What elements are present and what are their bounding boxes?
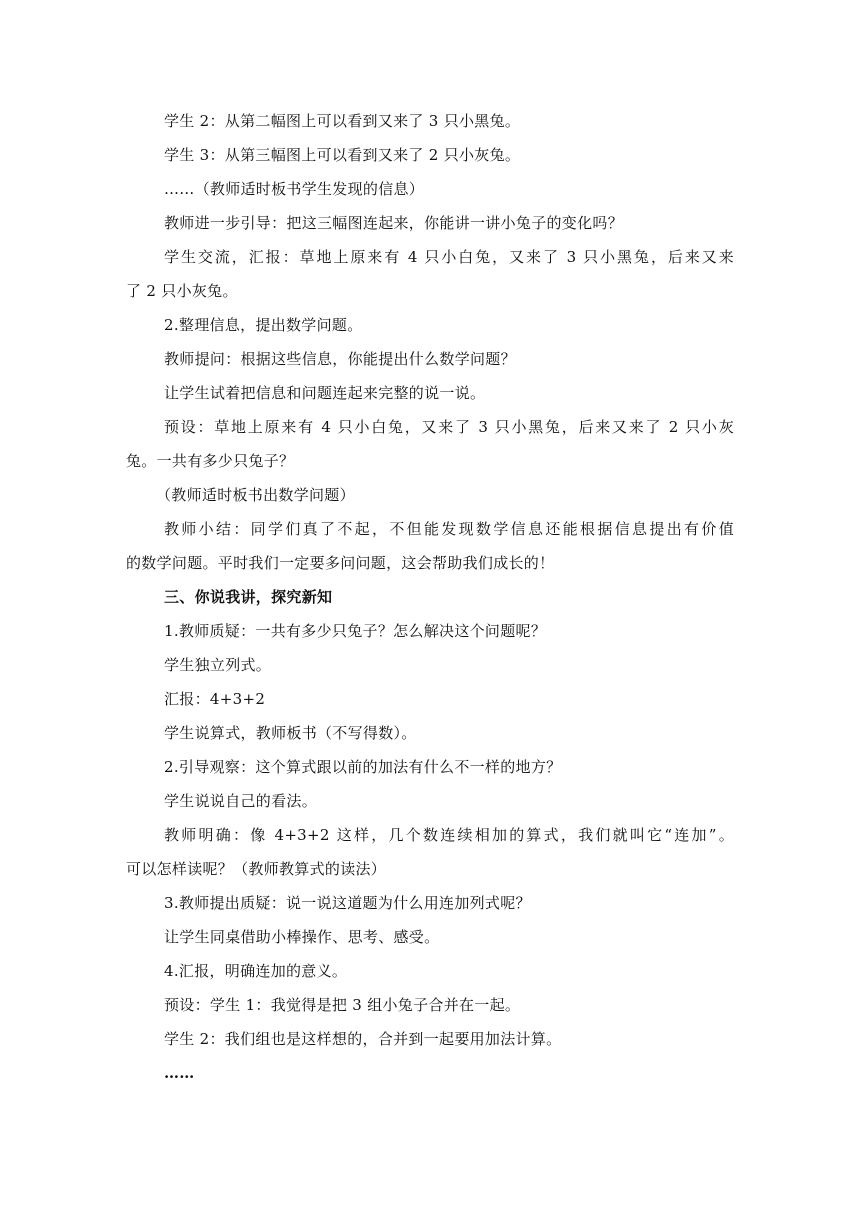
section-heading: 1.教师质疑：一共有多少只兔子？怎么解决这个问题呢？ <box>164 622 547 640</box>
paragraph-line: 学生 3：从第三幅图上可以看到又来了 2 只小灰兔。 <box>164 146 521 164</box>
paragraph-line: 学生独立列式。 <box>164 656 272 674</box>
paragraph-line: 让学生试着把信息和问题连起来完整的说一说。 <box>164 384 486 402</box>
paragraph-line: 预设：学生 1：我觉得是把 3 组小兔子合并在一起。 <box>164 996 521 1014</box>
section-heading: 3.教师提出质疑：说一说这道题为什么用连加列式呢？ <box>164 894 531 912</box>
paragraph-line: 教师提问：根据这些信息，你能提出什么数学问题？ <box>164 350 516 368</box>
paragraph-line: （教师适时板书出数学问题） <box>156 486 355 504</box>
paragraph-line: 兔。一共有多少只兔子？ <box>126 452 295 470</box>
section-title: 三、你说我讲，探究新知 <box>164 588 333 606</box>
paragraph-line: 预设：草地上原来有 4 只小白兔，又来了 3 只小黑兔，后来又来了 2 只小灰 <box>164 418 734 436</box>
paragraph-line: 教师明确：像 4+3+2 这样，几个数连续相加的算式，我们就叫它“连加”。 <box>164 826 734 844</box>
paragraph-line: 教师进一步引导：把这三幅图连起来，你能讲一讲小兔子的变化吗？ <box>164 214 624 232</box>
paragraph-line: 汇报：4+3+2 <box>164 690 266 708</box>
paragraph-line: 学生交流，汇报：草地上原来有 4 只小白兔，又来了 3 只小黑兔，后来又来 <box>164 248 734 266</box>
paragraph-line: 学生说算式，教师板书（不写得数）。 <box>164 724 417 742</box>
paragraph-line: ……（教师适时板书学生发现的信息） <box>164 180 425 198</box>
paragraph-line: 学生说说自己的看法。 <box>164 792 318 810</box>
document-body <box>126 104 734 1090</box>
section-heading: 4.汇报，明确连加的意义。 <box>164 962 348 980</box>
paragraph-line: 教师小结：同学们真了不起，不但能发现数学信息还能根据信息提出有价值 <box>164 520 734 538</box>
paragraph-line: 了 2 只小灰兔。 <box>126 282 238 300</box>
paragraph-line: 学生 2：我们组也是这样想的，合并到一起要用加法计算。 <box>164 1030 562 1048</box>
paragraph-line: 可以怎样读呢？（教师教算式的读法） <box>126 860 387 878</box>
paragraph-line: 学生 2：从第二幅图上可以看到又来了 3 只小黑兔。 <box>164 112 521 130</box>
section-heading: 2.引导观察：这个算式跟以前的加法有什么不一样的地方？ <box>164 758 562 776</box>
paragraph-line: 的数学问题。平时我们一定要多问问题，这会帮助我们成长的！ <box>126 554 555 572</box>
section-heading: 2.整理信息，提出数学问题。 <box>164 316 363 334</box>
ellipsis-line: …… <box>164 1064 195 1082</box>
paragraph-line: 让学生同桌借助小棒操作、思考、感受。 <box>164 928 440 946</box>
